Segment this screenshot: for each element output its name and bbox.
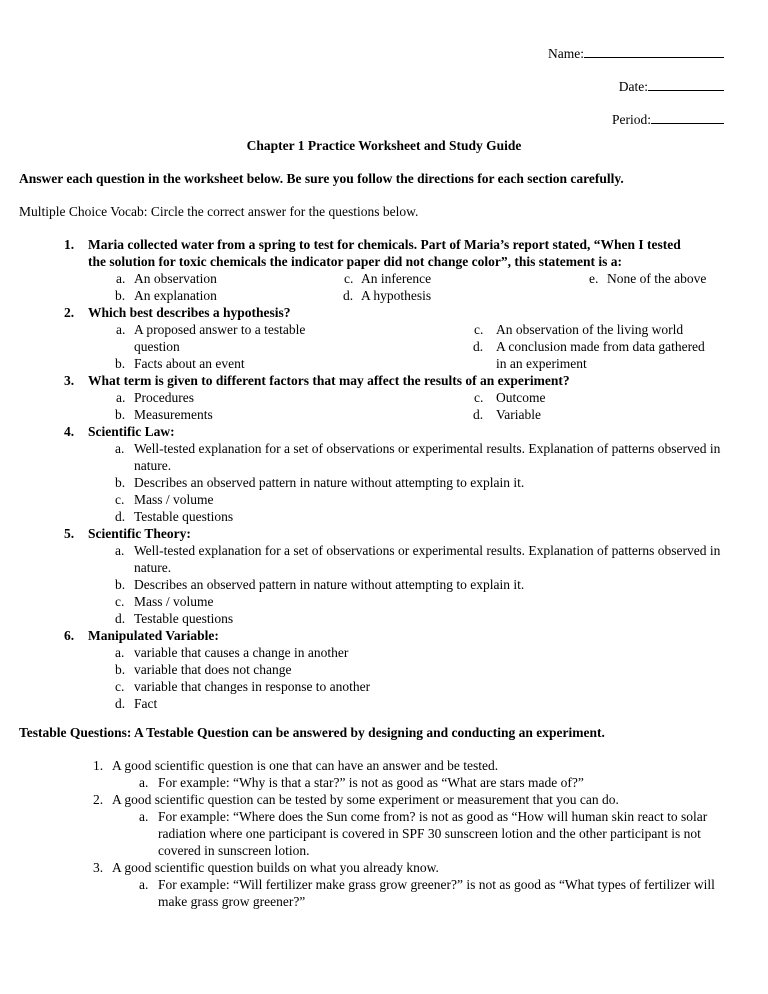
list-item: 3. A good scientific question builds on what you already know. [93,860,439,875]
period-label: Period: [612,112,651,127]
option-text: Testable questions [134,509,234,524]
option-text: Mass / volume [134,492,214,507]
option-text[interactable]: A proposed answer to a testable [134,322,306,337]
question-3: 3. What term is given to different factors that may affect the results of an experiment? [0,372,768,389]
option-text[interactable]: None of the above [607,271,707,286]
option-text[interactable]: Measurements [134,407,213,422]
options-row: b. Facts about an event in an experiment [115,356,587,371]
option-text: variable that causes a change in another [134,645,349,660]
option-text[interactable]: An inference [361,271,432,286]
option[interactable]: d. Testable questions [115,611,234,626]
option[interactable]: a. Well-tested explanation for a set of observations or experimental results. Explanation of patterns observed in nature. [115,543,721,575]
question-text: Manipulated Variable: [88,628,219,643]
options-row: a. A proposed answer to a testable c. An observation of the living world [116,322,684,337]
option[interactable]: a. variable that causes a change in another [115,645,349,660]
list-subitem: a. For example: “Will fertilizer make grass grow greener?” is not as good as “What types of fertilizer will make grass grow greener?” [139,877,715,909]
period-field[interactable] [612,110,724,128]
question-2: 2. Which best describes a hypothesis? [0,304,768,321]
question-text: Scientific Law: [88,424,175,439]
name-field[interactable] [548,44,724,62]
question-text: the solution for toxic chemicals the indicator paper did not change color”, this statement is a: [88,254,622,269]
option-text: Well-tested explanation for a set of observations or experimental results. Explanation of patterns observed in nature. [134,543,721,575]
page-title: Chapter 1 Practice Worksheet and Study Guide [246,138,522,153]
option-text[interactable]: Facts about an event [134,356,245,371]
question-text: Which best describes a hypothesis? [88,305,291,320]
options-row: a. An observation c. An inference e. None of the above [116,271,707,286]
testable-questions-heading: Testable Questions: A Testable Question can be answered by designing and conducting an experiment. [19,725,605,740]
question-text: Maria collected water from a spring to test for chemicals. Part of Maria’s report stated, “When I tested [88,237,681,252]
options-row: question d. A conclusion made from data gathered [134,339,705,354]
period-blank[interactable] [651,110,724,124]
option-text[interactable]: A hypothesis [361,288,432,303]
option-text[interactable]: An explanation [134,288,217,303]
option[interactable]: b. Describes an observed pattern in nature without attempting to explain it. [115,475,525,490]
list-item: 2. A good scientific question can be tested by some experiment or measurement that you can do. [93,792,619,807]
option-text: Testable questions [134,611,234,626]
option-text: Fact [134,696,158,711]
date-label: Date: [618,79,648,94]
question-text: Scientific Theory: [88,526,191,541]
instructions: Answer each question in the worksheet below. Be sure you follow the directions for each section carefully. [19,171,624,186]
question-list [0,236,768,712]
list-subitem: a. For example: “Where does the Sun come from? is not as good as “How will human skin react to solar radiation where one participant is covered in SPF 30 sunscreen lotion and the other participant is not covered in sunscreen lotion. [139,809,708,858]
option[interactable]: b. variable that does not change [115,662,292,677]
option-text: variable that does not change [134,662,292,677]
option-text[interactable]: Variable [496,407,541,422]
option-text: Describes an observed pattern in nature without attempting to explain it. [134,475,525,490]
mc-intro: Multiple Choice Vocab: Circle the correct answer for the questions below. [19,204,419,219]
options-row: a. Procedures c. Outcome [116,390,546,405]
question-5: 5. Scientific Theory: [0,525,768,542]
option-text[interactable]: A conclusion made from data gathered [496,339,705,354]
option-text[interactable]: An observation [134,271,217,286]
option-text: Describes an observed pattern in nature without attempting to explain it. [134,577,525,592]
question-text: What term is given to different factors that may affect the results of an experiment? [88,373,570,388]
question-4: 4. Scientific Law: [0,423,768,440]
option-text[interactable]: Procedures [134,390,194,405]
option[interactable]: c. variable that changes in response to another [115,679,371,694]
option[interactable]: b. Describes an observed pattern in nature without attempting to explain it. [115,577,525,592]
testable-questions-list [0,757,768,910]
name-label: Name: [548,46,584,61]
option-text[interactable]: An observation of the living world [496,322,684,337]
option-text[interactable]: Outcome [496,390,546,405]
date-field[interactable] [619,77,724,95]
option-text: variable that changes in response to another [134,679,371,694]
option[interactable]: d. Fact [115,696,158,711]
list-item: 1. A good scientific question is one that can have an answer and be tested. [93,758,499,773]
option[interactable]: a. Well-tested explanation for a set of observations or experimental results. Explanation of patterns observed in nature. [115,441,721,473]
option[interactable]: c. Mass / volume [115,492,214,507]
options-row: b. An explanation d. A hypothesis [115,288,432,303]
option-text: Mass / volume [134,594,214,609]
list-subitem: a. For example: “Why is that a star?” is not as good as “What are stars made of?” [139,775,584,790]
option[interactable]: d. Testable questions [115,509,234,524]
option-text: Well-tested explanation for a set of observations or experimental results. Explanation of patterns observed in nature. [134,441,721,473]
question-6: 6. Manipulated Variable: [0,627,768,644]
name-blank[interactable] [584,44,724,58]
options-row: b. Measurements d. Variable [115,407,541,422]
option[interactable]: c. Mass / volume [115,594,214,609]
question-1: 1. Maria collected water from a spring to test for chemicals. Part of Maria’s report stated, “When I tested the solution for toxic chemicals the indicator paper did not change color”, this statement is a: [0,236,768,270]
date-blank[interactable] [648,77,724,91]
